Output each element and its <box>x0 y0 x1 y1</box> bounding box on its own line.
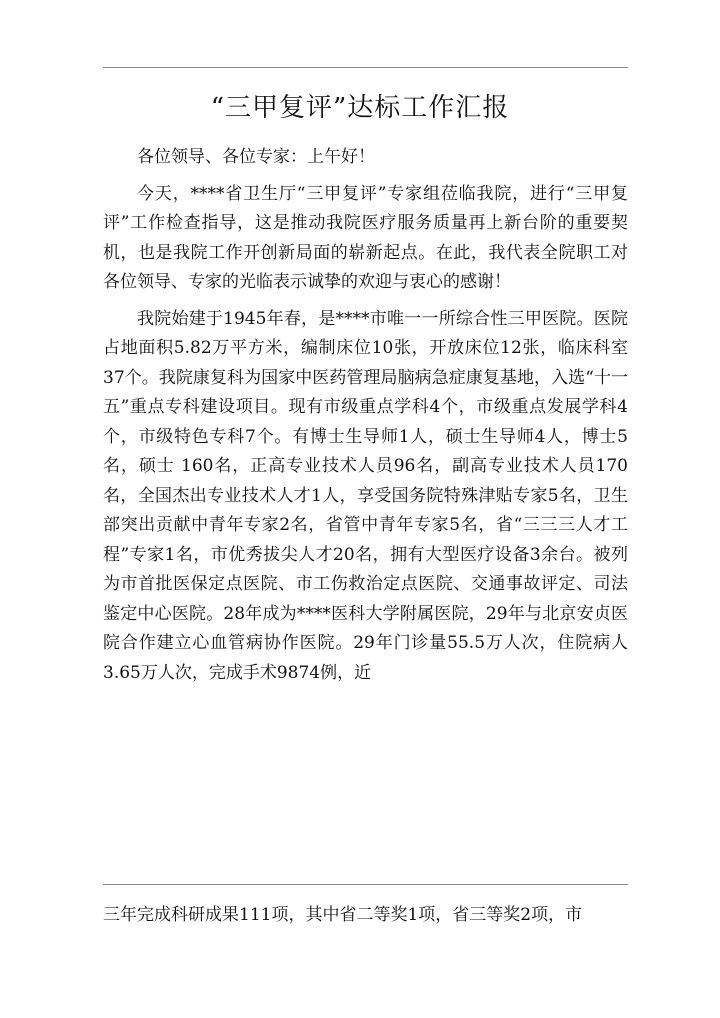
greeting-paragraph: 各位领导、各位专家：上午好！ <box>137 147 375 167</box>
document-title: “三甲复评”达标工作汇报 <box>210 93 510 123</box>
hospital-intro-paragraph: 我院始建于1945年春，是****市唯一一所综合性三甲医院。医院占地面积5.82万平方米，编制床位10张，开放床位12张，临床科室37个。我院康复科为国家中医药管理局脑病急症康复基地，入选“十一五”重点专科建设项目。现有市级重点学科4个，市级重点发展学科4个，市级特色专科7个。有博士生导师1人，硕士生导师4人，博士5名，硕士 160名，正高专业技术人员96名，副高专业技术人员170名，全国杰出专业技术人才1人，享受国务院特殊津贴专家5名，卫生部突出贡献中青年专家2名，省管中青年专家5名，省“三三三人才工程”专家1名，市优秀拔尖人才20名，拥有大型医疗设备3余台。被列为市首批医保定点医院、市工伤救治定点医院、交通事故评定、司法鉴定中心医院。28年成为****医科大学附属医院，29年与北京安贞医院合作建立心血管病协作医院。29年门诊量55.5万人次，住院病人3.65万人次，完成手术9874例，近 <box>103 308 628 683</box>
welcome-paragraph: 今天，****省卫生厅“三甲复评”专家组莅临我院，进行“三甲复评”工作检查指导，这是推动我院医疗服务质量再上新台阶的重要契机，也是我院工作开创新局面的崭新起点。在此，我代表全院职工对各位领导、专家的光临表示诚挚的欢迎与衷心的感谢！ <box>103 183 628 292</box>
header-rule <box>103 67 628 68</box>
document-body <box>103 143 628 695</box>
next-page-text: 三年完成科研成果111项，其中省二等奖1项，省三等奖2项，市 <box>103 905 583 925</box>
page-break-rule <box>103 884 628 885</box>
